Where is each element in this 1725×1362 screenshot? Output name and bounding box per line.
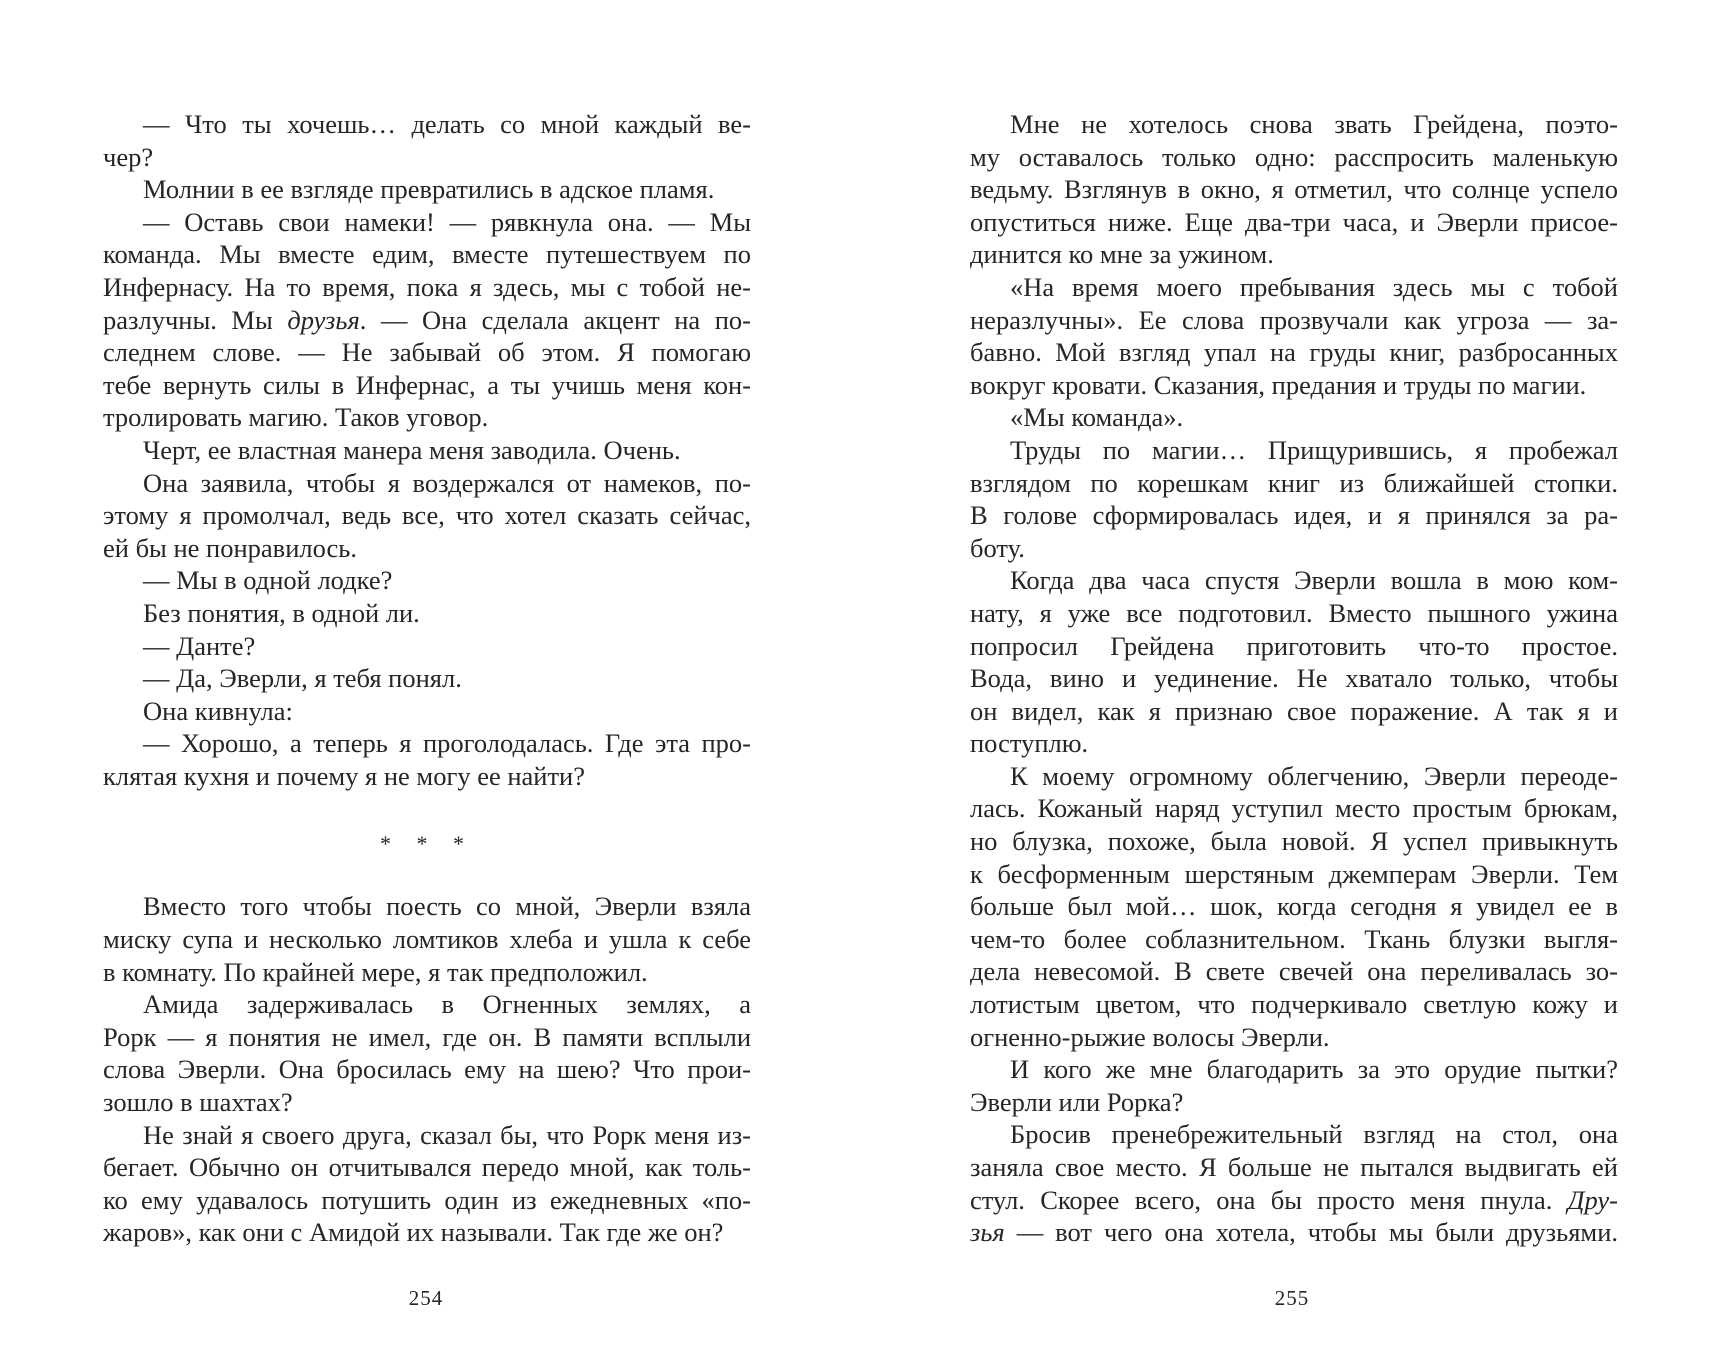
text-line: поступлю. [970,728,1089,759]
text-line: лотистым цветом, что подчеркивало светлую кожу и [970,989,1618,1020]
paragraph [103,467,751,565]
paragraph [103,630,751,663]
text-line: Инфернасу. На то время, пока я здесь, мы с тобой не- [103,271,751,302]
text-line: — Данте? [143,630,256,661]
text-line: — Что ты хочешь… делать со мной каждый ве- [143,109,751,139]
italic-word: друзья [287,304,360,335]
text-line: «На время моего пребывания здесь мы с тобой [1010,271,1618,302]
paragraph [970,401,1618,434]
text-line: дела невесомой. В свете свечей она переливалась зо- [970,956,1618,987]
text-line: Рорк — я понятия не имел, где он. В памяти всплыли [103,1021,751,1052]
paragraph [103,662,751,695]
text-line: Она кивнула: [143,695,293,726]
text-line: — Да, Эверли, я тебя понял. [143,663,462,694]
text-line: огненно-рыжие волосы Эверли. [970,1021,1330,1052]
paragraph [970,108,1618,271]
text-line: Молнии в ее взгляде превратились в адское пламя. [143,174,715,205]
text-line: В голове сформировалась идея, и я принялся за ра- [970,500,1618,531]
text-line: Когда два часа спустя Эверли вошла в мою ком- [1010,565,1618,596]
text-line: — Хорошо, а теперь я проголодалась. Где эта про- [143,728,751,759]
left-text-part-2 [103,890,751,1249]
text-line: чер? [103,141,154,172]
text-line: клятая кухня и почему я не могу ее найти? [103,760,585,791]
text-line: взглядом по корешкам книг из ближайшей стопки. [970,467,1618,498]
section-separator: * * * [380,831,474,857]
text-line: бавно. Мой взгляд упал на груды книг, разбросанных [970,337,1618,368]
text-line: он видел, как я признаю свое поражение. А так я и [970,695,1618,726]
text-line: попросил Грейдена приготовить что-то простое. [970,630,1618,661]
text-line: к бесформенным шерстяным джемперам Эверли. Тем [970,858,1618,889]
text-line: чем-то более соблазнительном. Ткань блузки выгля- [970,923,1618,954]
text-line: стул. Скорее всего, она бы просто меня пнула. Дру- [970,1184,1618,1215]
text-line: Амида задерживалась в Огненных землях, а [143,989,751,1020]
text-line: Черт, ее властная манера меня заводила. Очень. [143,434,681,465]
text-line: неразлучны». Ее слова прозвучали как угроза — за- [970,304,1618,335]
paragraph [103,727,751,792]
right-text-block [970,108,1618,1249]
paragraph [970,1118,1618,1248]
text-fragment: разлучны. Мы [103,304,288,335]
text-line: Труды по магии… Прищурившись, я пробежал [1010,434,1618,465]
text-line: Вместо того чтобы поесть со мной, Эверли взяла [143,891,751,922]
text-line: тебе вернуть силы в Инфернас, а ты учишь меня кон- [103,369,751,400]
text-line: ведьму. Взглянув в окно, я отметил, что солнце успело [970,174,1618,205]
text-line: в комнату. По крайней мере, я так предположил. [103,956,648,987]
text-line: следнем слове. — Не забывай об этом. Я помогаю [103,337,751,368]
text-line: миску супа и несколько ломтиков хлеба и ушла к себе [103,924,751,955]
paragraph [103,564,751,597]
text-line: боту. [970,532,1025,563]
text-line: ей бы не понравилось. [103,532,357,563]
text-line: Не знай я своего друга, сказал бы, что Рорк меня из- [143,1119,751,1150]
text-line: И кого же мне благодарить за это орудие пытки? [1010,1054,1618,1085]
text-line: заняла свое место. Я больше не пытался выдвигать ей [970,1152,1618,1182]
italic-word: зья [970,1217,1005,1248]
text-line [970,1216,1618,1249]
text-line: Она заявила, чтобы я воздержался от намеков, по- [143,467,751,498]
page-number-left: 254 [408,1286,444,1310]
paragraph [970,760,1618,1053]
left-text-part-1 [103,108,751,792]
text-line: тролировать магию. Таков уговор. [103,402,489,433]
paragraph [103,695,751,728]
paragraph [103,434,751,467]
text-line: ко ему удавалось потушить один из ежедневных «по- [103,1184,751,1215]
paragraph [103,988,751,1118]
text-line: Без понятия, в одной ли. [143,597,420,628]
text-fragment: — вот чего она хотела, чтобы мы были друзьями. [1004,1217,1618,1248]
text-line: К моему огромному облегчению, Эверли переоде- [1010,760,1618,791]
italic-word: Дру- [1552,1184,1618,1215]
paragraph [970,434,1618,564]
text-line: Мне не хотелось снова звать Грейдена, поэто- [1010,109,1618,139]
text-fragment: . — Она сделала акцент на по- [359,304,751,335]
text-line: «Мы команда». [1010,402,1184,433]
text-line: больше был мой… шок, когда сегодня я увидел ее в [970,891,1618,922]
paragraph [103,597,751,630]
text-line: жаров», как они с Амидой их называли. Так где же он? [103,1217,724,1248]
text-line: бегает. Обычно он отчитывался передо мной, как толь- [103,1152,751,1183]
paragraph [103,1119,751,1249]
text-line [103,304,751,337]
right-page [862,0,1725,1362]
left-page [0,0,862,1362]
paragraph [103,108,751,173]
text-line: Эверли или Рорка? [970,1086,1184,1117]
paragraph [970,1053,1618,1118]
text-line: опуститься ниже. Еще два-три часа, и Эверли присое- [970,206,1618,237]
text-line: лась. Кожаный наряд уступил место простым брюкам, [970,793,1618,824]
text-line: Вода, вино и уединение. Не хватало только, чтобы [970,663,1618,694]
text-line: этому я промолчал, ведь все, что хотел сказать сейчас, [103,500,751,531]
text-line: но блузка, похоже, была новой. Я успел привыкнуть [970,826,1618,857]
paragraph [970,271,1618,401]
text-line: Бросив пренебрежительный взгляд на стол, она [1010,1119,1618,1150]
text-line: — Оставь свои намеки! — рявкнула она. — Мы [143,206,751,237]
paragraph [103,890,751,988]
paragraph [103,173,751,206]
right-text-part [970,108,1618,1249]
page-number-right: 255 [1274,1286,1310,1310]
text-line: му оставалось только одно: расспросить маленькую [970,141,1618,172]
text-line: — Мы в одной лодке? [143,565,393,596]
text-line: зошло в шахтах? [103,1087,293,1118]
text-line: слова Эверли. Она бросилась ему на шею? Что прои- [103,1054,751,1085]
left-text-block [103,108,751,1249]
paragraph [970,564,1618,760]
text-line: нату, я уже все подготовил. Вместо пышного ужина [970,597,1618,628]
text-line: вокруг кровати. Сказания, предания и труды по магии. [970,369,1587,400]
text-line: команда. Мы вместе едим, вместе путешествуем по [103,239,751,270]
text-line: динится ко мне за ужином. [970,239,1274,270]
paragraph [103,206,751,434]
